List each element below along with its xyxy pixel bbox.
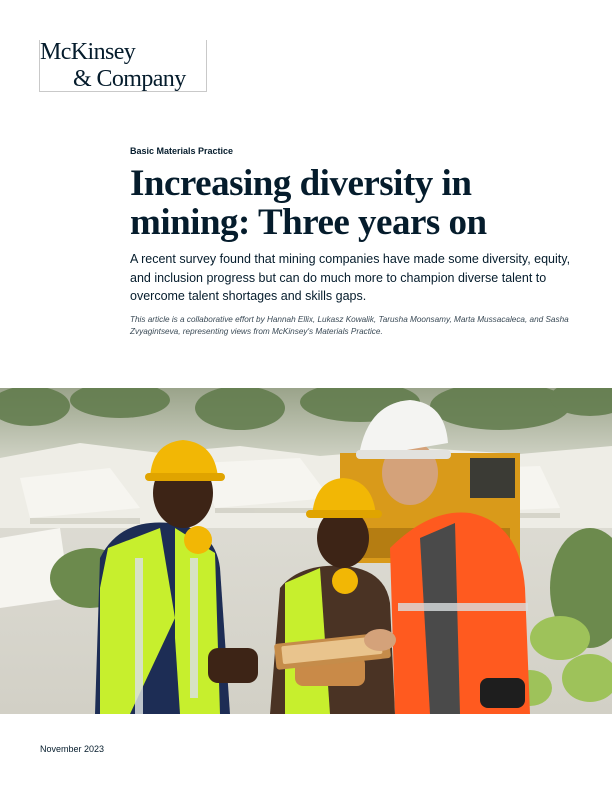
title-line-1: Increasing diversity in <box>130 163 472 204</box>
logo-line-1: McKinsey <box>40 39 136 65</box>
mine-workers-illustration <box>0 388 612 714</box>
practice-label: Basic Materials Practice <box>130 146 234 156</box>
logo-line-2: & Company <box>73 66 186 92</box>
publication-date: November 2023 <box>40 744 105 754</box>
article-subtitle: A recent survey found that mining companies have made some diversity, equity, and inclusion progress but can do much more to champion diverse talent to overcome talent shortages and skills gaps. <box>130 252 571 303</box>
mckinsey-logo <box>39 40 207 92</box>
title-line-2: mining: Three years on <box>130 202 487 243</box>
article-title <box>130 164 590 242</box>
cover-photo <box>0 388 612 714</box>
author-byline: This article is a collaborative effort by Hannah Ellix, Lukasz Kowalik, Tarusha Moonsamy, Marta Mussacaleca, and Sasha Zvyagintseva, representing views from McKinsey's Materials Practice. <box>130 315 569 336</box>
